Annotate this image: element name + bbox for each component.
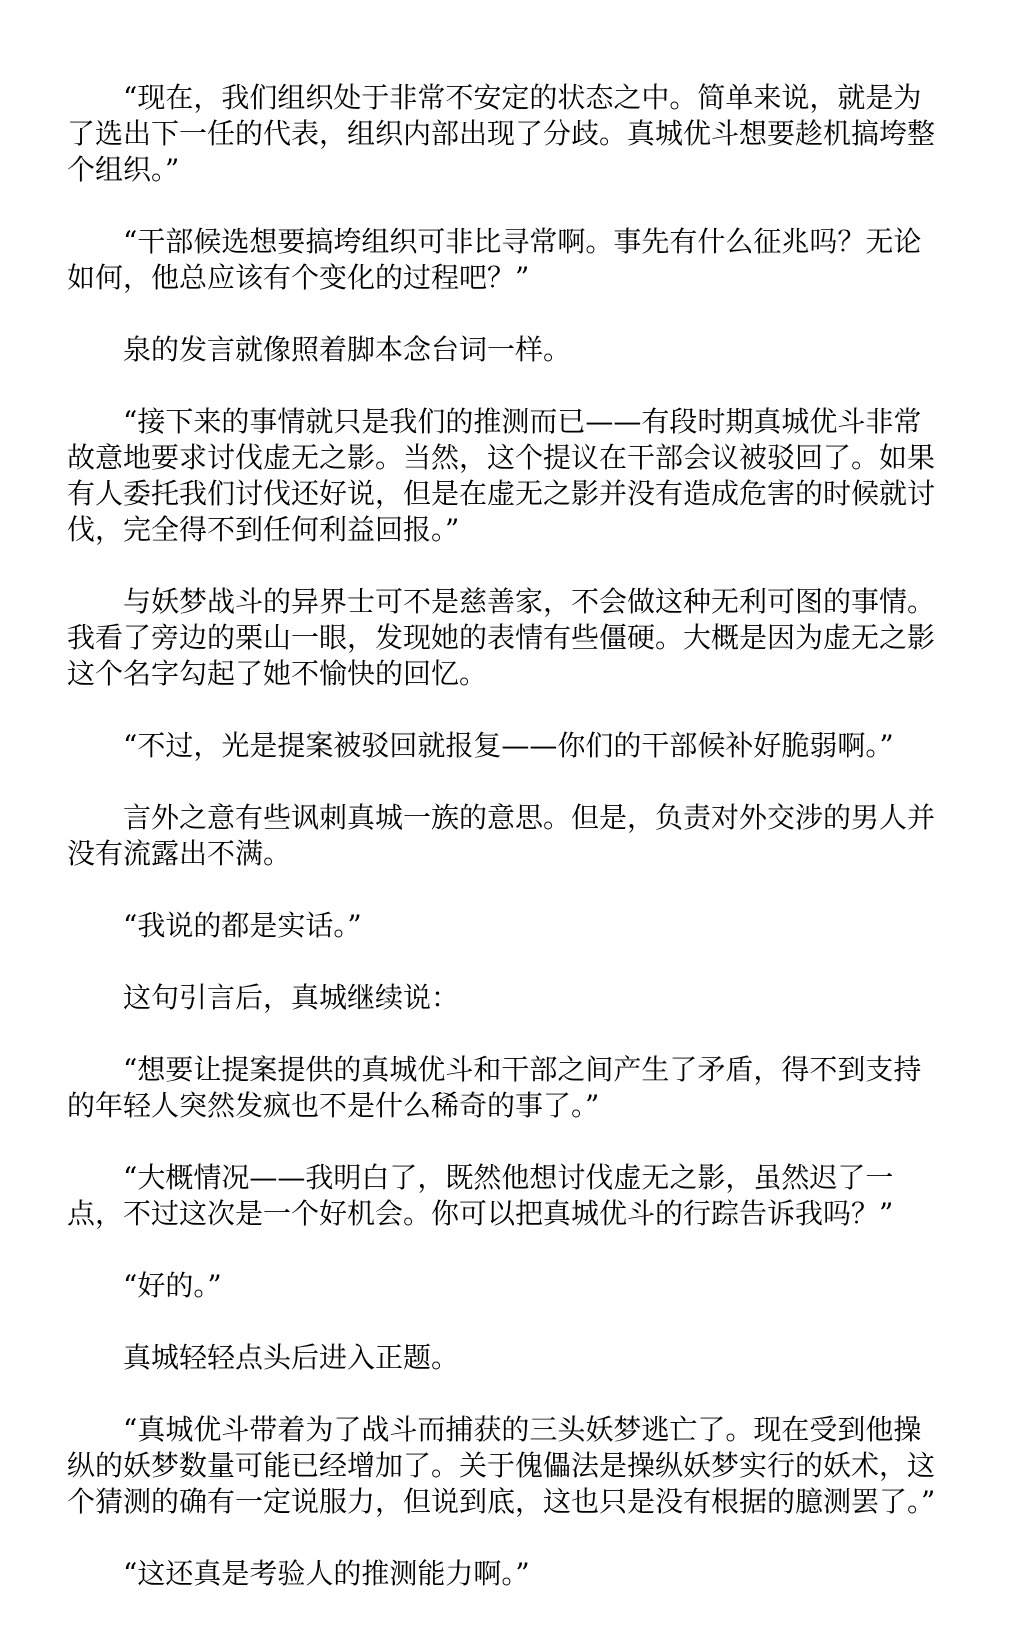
paragraph: “干部候选想要搞垮组织可非比寻常啊。事先有什么征兆吗？无论如何，他总应该有个变化的过程吧？” [67, 225, 922, 294]
paragraph: 与妖梦战斗的异界士可不是慈善家，不会做这种无利可图的事情。我看了旁边的栗山一眼，发现她的表情有些僵硬。大概是因为虚无之影这个名字勾起了她不愉快的回忆。 [67, 585, 936, 690]
paragraph: “想要让提案提供的真城优斗和干部之间产生了矛盾，得不到支持的年轻人突然发疯也不是什么稀奇的事了。” [67, 1053, 922, 1122]
body-text [67, 80, 947, 1628]
paragraph: “这还真是考验人的推测能力啊。” [123, 1557, 530, 1590]
paragraph: “好的。” [123, 1269, 222, 1302]
paragraph: “现在，我们组织处于非常不安定的状态之中。简单来说，就是为了选出下一任的代表，组织内部出现了分歧。真城优斗想要趁机搞垮整个组织。” [67, 81, 936, 186]
paragraph: “我说的都是实话。” [123, 909, 362, 942]
paragraph: “大概情况——我明白了，既然他想讨伐虚无之影，虽然迟了一点，不过这次是一个好机会。你可以把真城优斗的行踪告诉我吗？” [67, 1161, 894, 1230]
paragraph: 这句引言后，真城继续说： [123, 981, 460, 1014]
paragraph: 真城轻轻点头后进入正题。 [123, 1341, 460, 1374]
paragraph: 言外之意有些讽刺真城一族的意思。但是，负责对外交涉的男人并没有流露出不满。 [67, 801, 936, 870]
paragraph: 泉的发言就像照着脚本念台词一样。 [123, 333, 572, 366]
paragraph: “真城优斗带着为了战斗而捕获的三头妖梦逃亡了。现在受到他操纵的妖梦数量可能已经增加了。关于傀儡法是操纵妖梦实行的妖术，这个猜测的确有一定说服力，但说到底，这也只是没有根据的臆测罢了。” [67, 1413, 936, 1518]
paragraph: “接下来的事情就只是我们的推测而已——有段时期真城优斗非常故意地要求讨伐虚无之影。当然，这个提议在干部会议被驳回了。如果有人委托我们讨伐还好说，但是在虚无之影并没有造成危害的时候就讨伐，完全得不到任何利益回报。” [67, 405, 936, 546]
paragraph: “不过，光是提案被驳回就报复——你们的干部候补好脆弱啊。” [123, 729, 894, 762]
